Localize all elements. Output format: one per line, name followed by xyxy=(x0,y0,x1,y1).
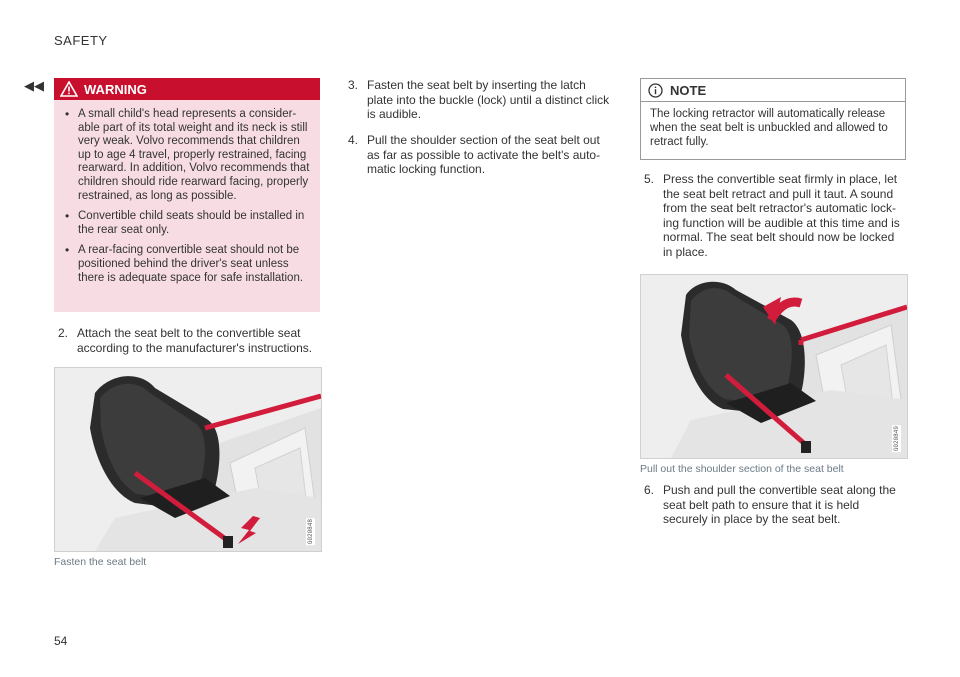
warning-item: • A small child's head represents a consider-able part of its total weight and its neck is still very weak. Volvo recommends that children up to age 4 travel, properly restrained, facing rearward. In addition, Volvo recommends that children should ride rearward facing, properly restrained, as long as possible. xyxy=(78,108,310,203)
warning-list xyxy=(54,100,320,285)
warning-item: • Convertible child seats should be installed in the rear seat only. xyxy=(78,210,310,237)
warning-triangle-icon xyxy=(60,81,78,97)
step-text: Pull the shoulder section of the seat belt out as far as possible to activate the belt's auto-matic locking function. xyxy=(367,133,601,176)
page-number: 54 xyxy=(54,634,68,648)
step-text: Push and pull the convertible seat along the seat belt path to ensure that it is held securely in place by the seat belt. xyxy=(663,483,896,526)
step-4 xyxy=(348,133,610,177)
step-number: 3. xyxy=(348,78,359,92)
note-header xyxy=(641,79,905,102)
warning-item: • A rear-facing convertible seat should not be positioned behind the driver's seat unless there is adequate space for safe installation. xyxy=(78,244,310,285)
seat-belt-pull-illustration xyxy=(641,275,907,458)
figure-caption: Fasten the seat belt xyxy=(54,556,147,568)
previous-page-arrows-icon[interactable]: ◀◀ xyxy=(24,78,44,93)
note-box xyxy=(640,78,906,160)
step-number: 4. xyxy=(348,133,359,147)
note-text: The locking retractor will automatically release when the seat belt is unbuckled and allowed to retract fully. xyxy=(650,108,888,148)
warning-title: WARNING xyxy=(84,81,147,97)
warning-header xyxy=(54,78,320,100)
figure-id: G020848 xyxy=(307,519,314,545)
warning-box xyxy=(54,78,320,312)
step-number: 5. xyxy=(644,172,655,186)
note-title: NOTE xyxy=(670,82,707,98)
seat-belt-fasten-illustration xyxy=(55,368,321,551)
step-number: 2. xyxy=(58,326,69,340)
step-5 xyxy=(644,172,906,259)
figure-caption: Pull out the shoulder section of the seat belt xyxy=(640,463,844,475)
step-text: Attach the seat belt to the convertible seat according to the manufacturer's instructions. xyxy=(77,326,313,355)
figure-id: G020849 xyxy=(893,426,900,452)
info-circle-icon xyxy=(648,83,663,98)
step-3 xyxy=(348,78,610,122)
figure-fasten-belt xyxy=(54,367,322,552)
figure-pull-shoulder-belt xyxy=(640,274,908,459)
step-number: 6. xyxy=(644,483,655,497)
step-text: Fasten the seat belt by inserting the latch plate into the buckle (lock) until a distinct click is audible. xyxy=(367,78,610,121)
step-text: Press the convertible seat firmly in place, let the seat belt retract and pull it taut. A sound from the seat belt retractor's automatic lock-ing function will be audible at this time and is normal. The seat belt should now be locked in place. xyxy=(663,172,900,259)
step-6 xyxy=(644,483,906,527)
section-title: SAFETY xyxy=(54,33,108,48)
step-2 xyxy=(58,326,320,355)
